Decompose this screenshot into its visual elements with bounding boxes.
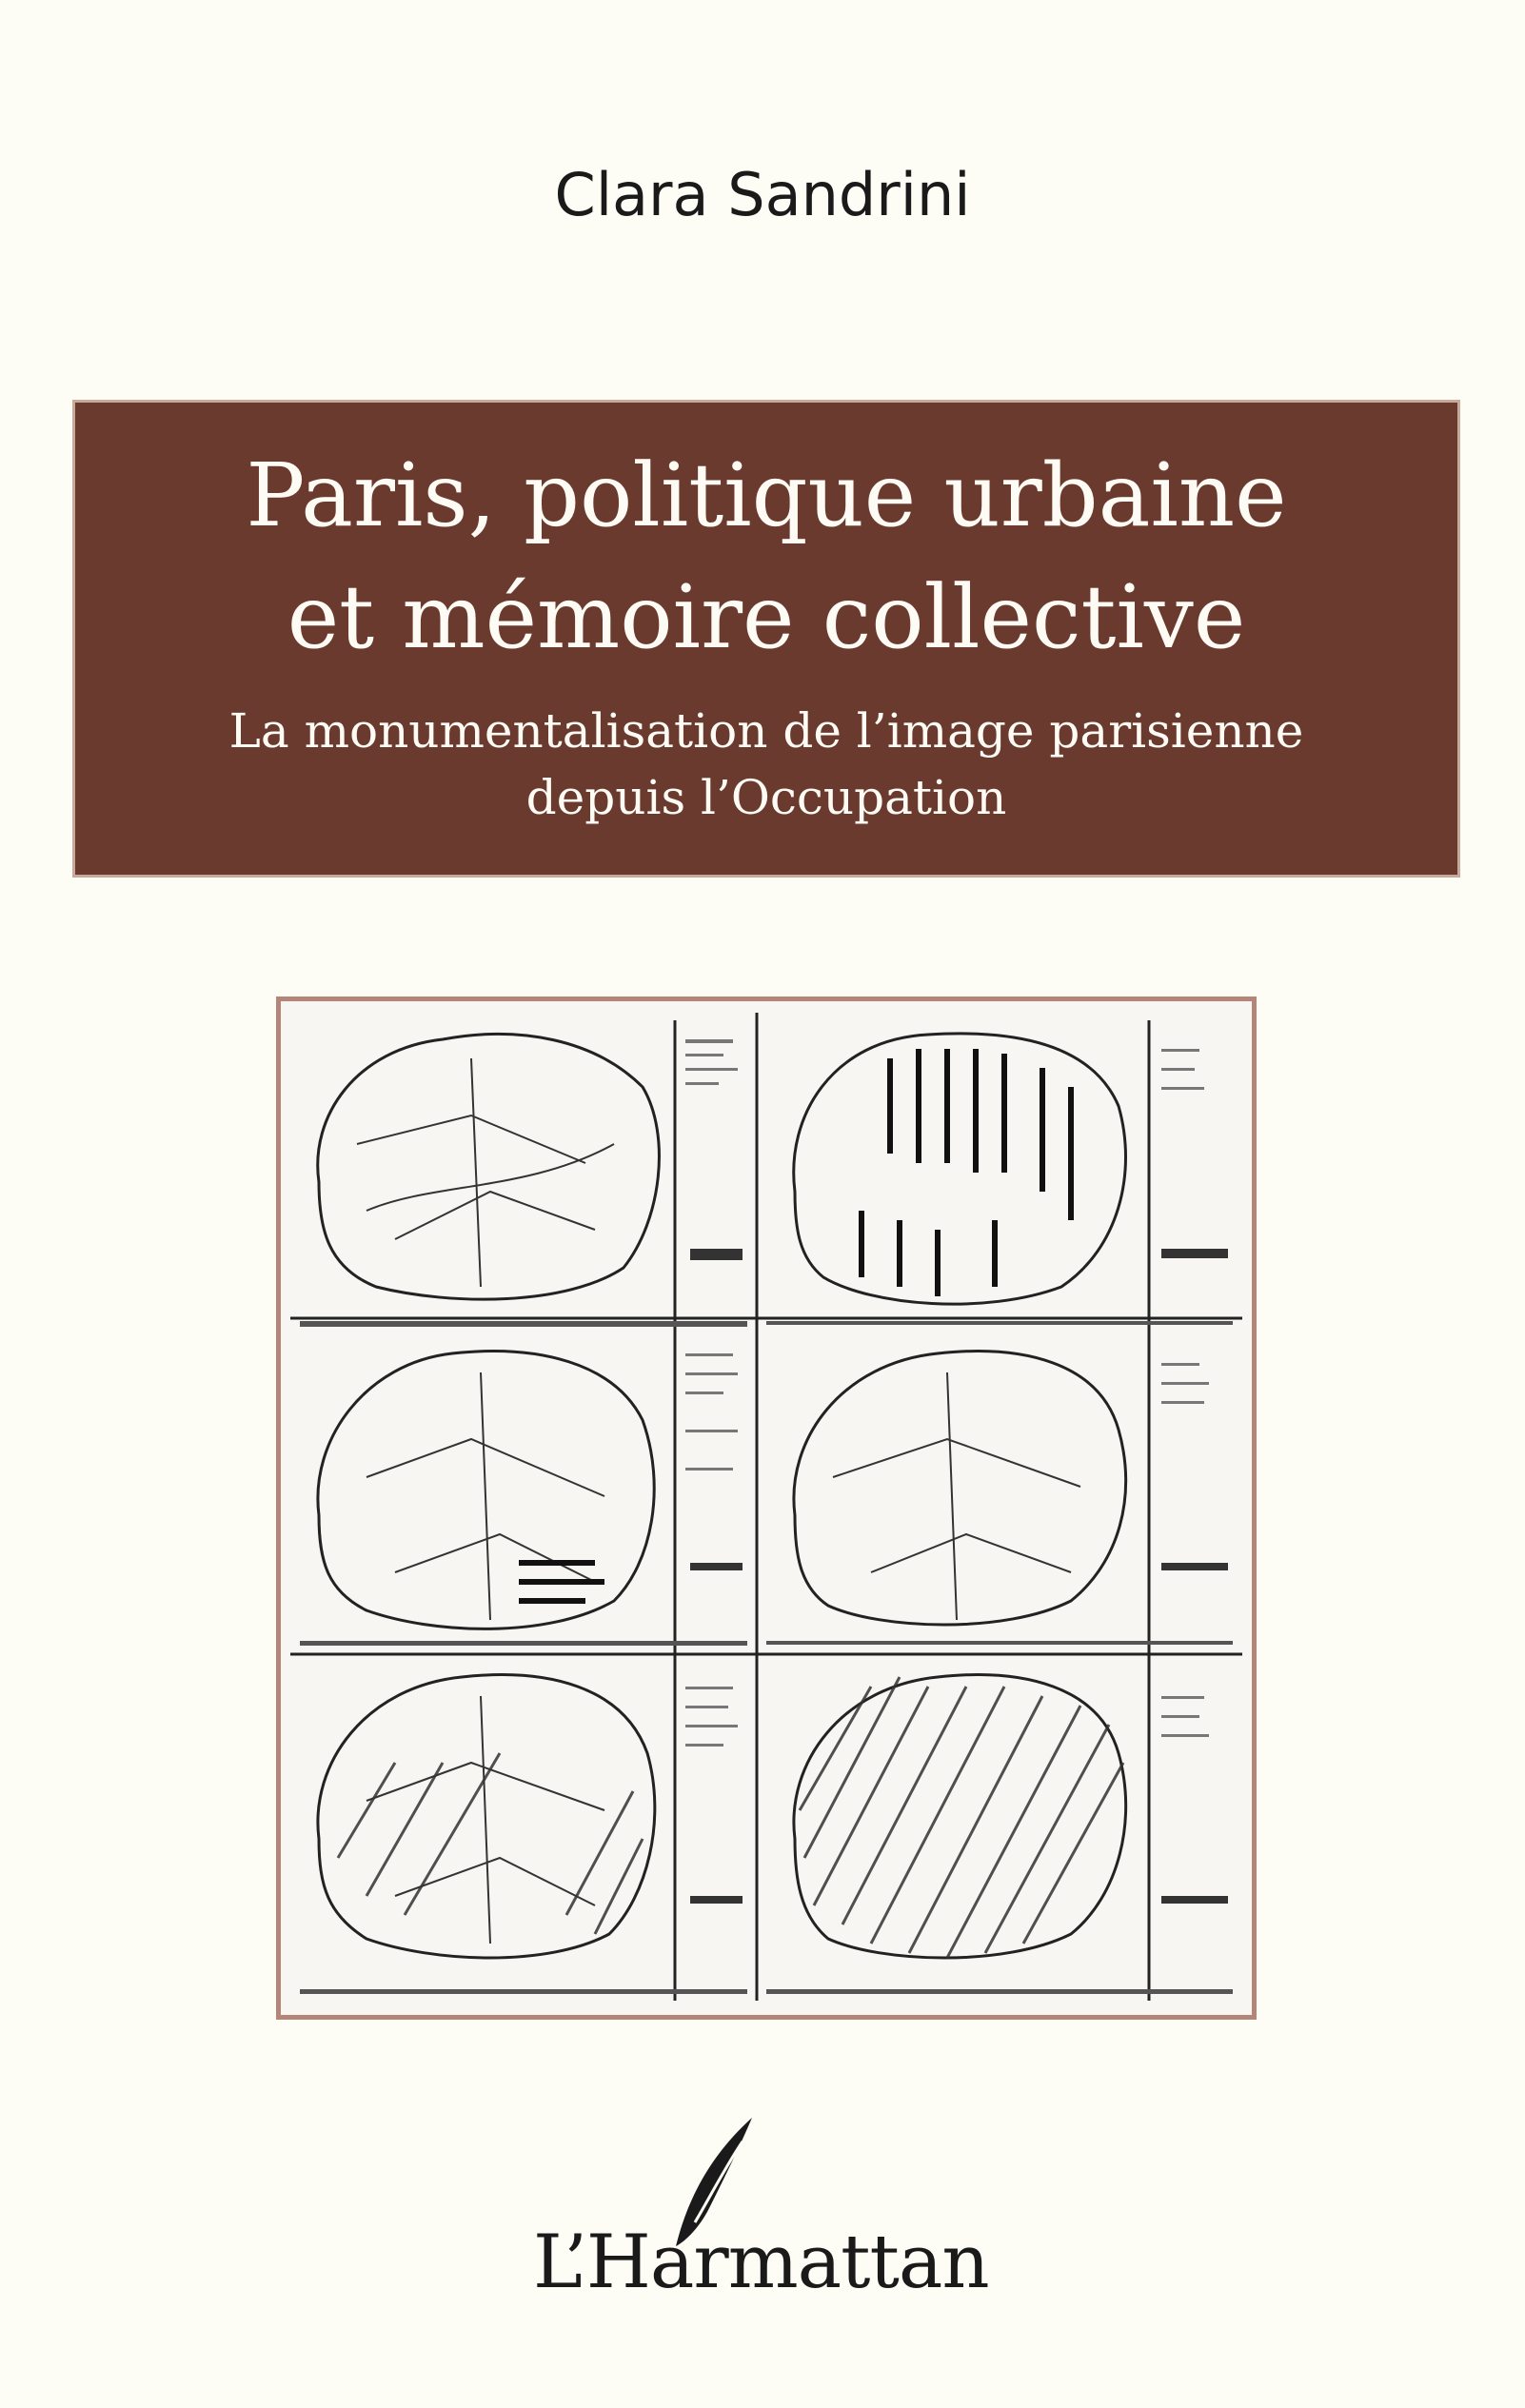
paris-maps-grid-icon bbox=[281, 1001, 1252, 2015]
title-line-2: et mémoire collective bbox=[287, 566, 1246, 668]
title-line-1: Paris, politique urbaine bbox=[246, 444, 1287, 546]
title-band bbox=[75, 403, 1457, 875]
publisher-name: L’Harmattan bbox=[533, 2220, 989, 2305]
subtitle-line-2: depuis l’Occupation bbox=[525, 770, 1007, 825]
publisher-logo bbox=[0, 2113, 1525, 2303]
subtitle-line-1: La monumentalisation de l’image parisienne bbox=[228, 703, 1304, 759]
author-name: Clara Sandrini bbox=[554, 160, 971, 229]
cover-illustration bbox=[276, 997, 1257, 2020]
